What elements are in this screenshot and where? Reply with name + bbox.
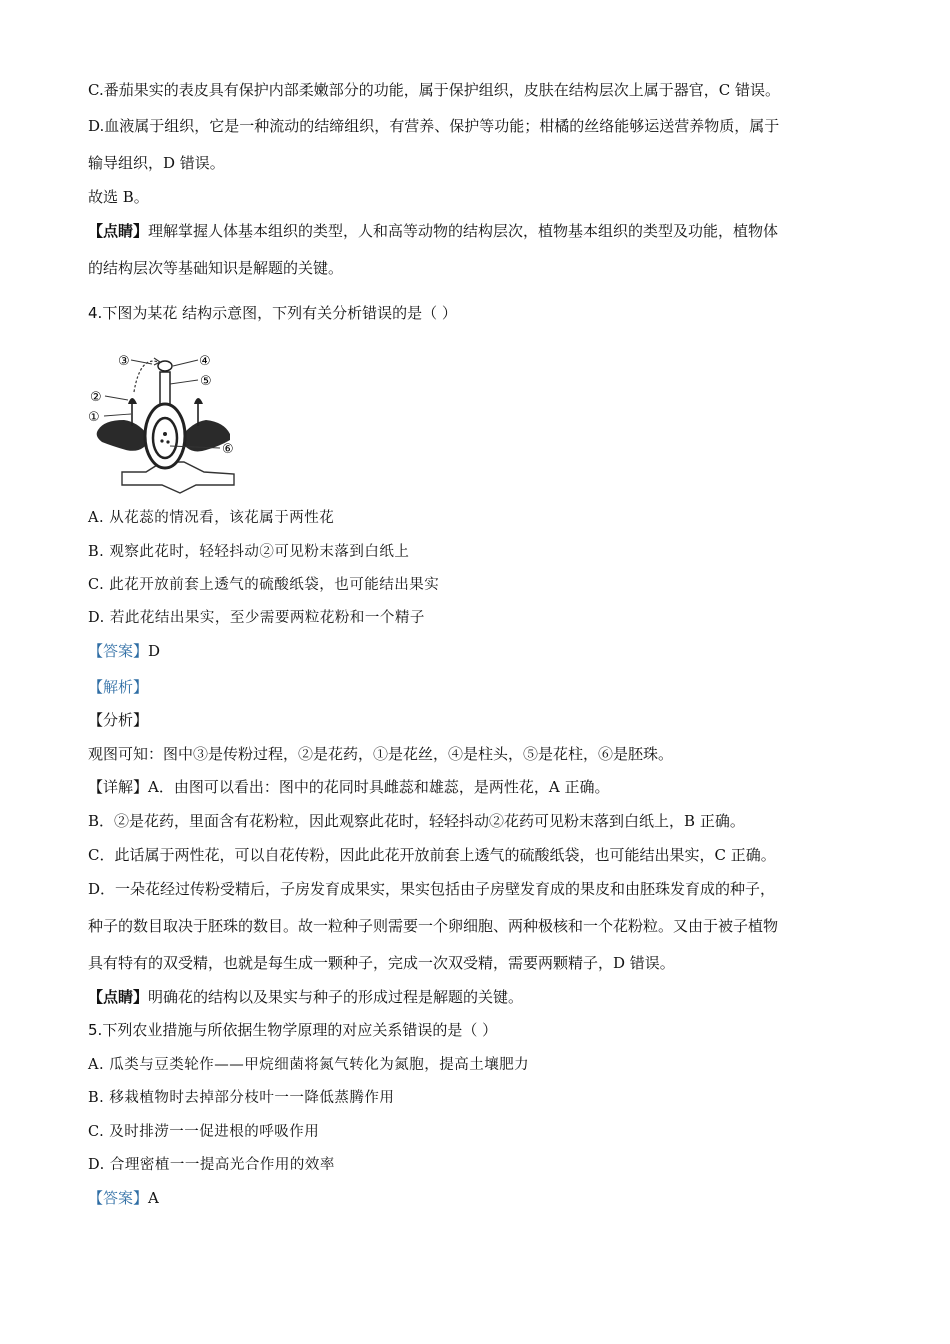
text-line: 的结构层次等基础知识是解题的关键。 (88, 259, 344, 277)
question-number: 5. (88, 1021, 103, 1039)
question-number: 4. (88, 304, 103, 322)
text-line: C.番茄果实的表皮具有保护内部柔嫩部分的功能，属于保护组织，皮肤在结构层次上属于器官，C 错误。 (88, 81, 780, 99)
detail-text: A．由图可以看出：图中的花同时具雌蕊和雄蕊，是两性花，A 正确。 (148, 778, 610, 796)
answer-value: D (148, 642, 161, 660)
answer-line (88, 641, 160, 661)
text-line: 输导组织，D 错误。 (88, 154, 225, 172)
style-shape (160, 372, 170, 406)
option-c: C. 此花开放前套上透气的硫酸纸袋，也可能结出果实 (88, 577, 440, 593)
right-anther-shape (194, 398, 203, 404)
ovule-shape (153, 418, 177, 458)
option-b: B. 观察此花时，轻轻抖动②可见粉末落到白纸上 (88, 544, 410, 560)
question-stem (88, 303, 457, 323)
left-petal-shape (97, 420, 150, 451)
answer-line (88, 1188, 159, 1208)
detail-line: 具有特有的双受精，也就是每生成一颗种子，完成一次双受精，需要两颗精子，D 错误。 (88, 954, 675, 972)
dianjing-line (88, 987, 523, 1007)
fenxi-text: 观图可知：图中③是传粉过程，②是花药，①是花丝，④是柱头，⑤是花柱，⑥是胚珠。 (88, 745, 674, 763)
dianjing-tag: 【点睛】 (88, 988, 149, 1006)
option-d: D. 若此花结出果实，至少需要两粒花粉和一个精子 (88, 610, 425, 626)
figure-label: ③ (118, 354, 130, 369)
detail-line: 种子的数目取决于胚珠的数目。故一粒种子则需要一个卵细胞、两种极核和一个花粉粒。又由于被子植物 (88, 917, 779, 935)
flower-structure-diagram (84, 350, 244, 495)
dianjing-line (88, 221, 778, 241)
figure-label: ④ (199, 354, 211, 369)
option-c: C. 及时排涝一一促进根的呼吸作用 (88, 1124, 320, 1140)
dianjing-tag: 【点睛】 (88, 222, 149, 240)
option-d: D. 合理密植一一提高光合作用的效率 (88, 1157, 335, 1173)
detail-line: D．一朵花经过传粉受精后，子房发育成果实，果实包括由子房壁发育成的果皮和由胚珠发育成的种子， (88, 880, 776, 898)
text-line: D.血液属于组织，它是一种流动的结缔组织，有营养、保护等功能；柑橘的丝络能够运送营养物质，属于 (88, 117, 780, 135)
option-a: A. 从花蕊的情况看，该花属于两性花 (88, 510, 335, 526)
answer-value: A (148, 1189, 159, 1207)
figure-label: ① (88, 410, 100, 425)
figure-label: ⑥ (222, 442, 234, 457)
detail-line: B．②是花药，里面含有花粉粒，因此观察此花时，轻轻抖动②花药可见粉末落到白纸上，B 正确。 (88, 812, 745, 830)
analysis-tag: 【解析】 (88, 678, 149, 696)
option-b: B. 移栽植物时去掉部分枝叶一一降低蒸腾作用 (88, 1090, 395, 1106)
question-stem (88, 1020, 497, 1040)
answer-tag: 【答案】 (88, 642, 149, 660)
question-text: 下列农业措施与所依据生物学原理的对应关系错误的是（ ） (102, 1021, 498, 1039)
left-anther-shape (128, 398, 137, 404)
detail-tag: 【详解】 (88, 778, 149, 796)
fenxi-tag: 【分析】 (88, 711, 149, 729)
option-a: A. 瓜类与豆类轮作——甲烷细菌将氮气转化为氮胞，提高土壤肥力 (88, 1057, 530, 1073)
answer-tag: 【答案】 (88, 1189, 149, 1207)
receptacle-shape (122, 462, 234, 493)
detail-line: C．此话属于两性花，可以自花传粉，因此此花开放前套上透气的硫酸纸袋，也可能结出果实，C 正确。 (88, 846, 776, 864)
dianjing-text: 明确花的结构以及果实与种子的形成过程是解题的关键。 (148, 988, 524, 1006)
detail-line (88, 777, 609, 797)
text-line: 故选 B。 (88, 188, 149, 206)
pollination-arrow (134, 361, 158, 392)
figure-label: ② (90, 390, 102, 405)
dianjing-text: 理解掌握人体基本组织的类型，人和高等动物的结构层次，植物基本组织的类型及功能，植物体 (148, 222, 779, 240)
figure-label: ⑤ (200, 374, 212, 389)
question-text: 下图为某花 结构示意图，下列有关分析错误的是（ ） (102, 304, 457, 322)
